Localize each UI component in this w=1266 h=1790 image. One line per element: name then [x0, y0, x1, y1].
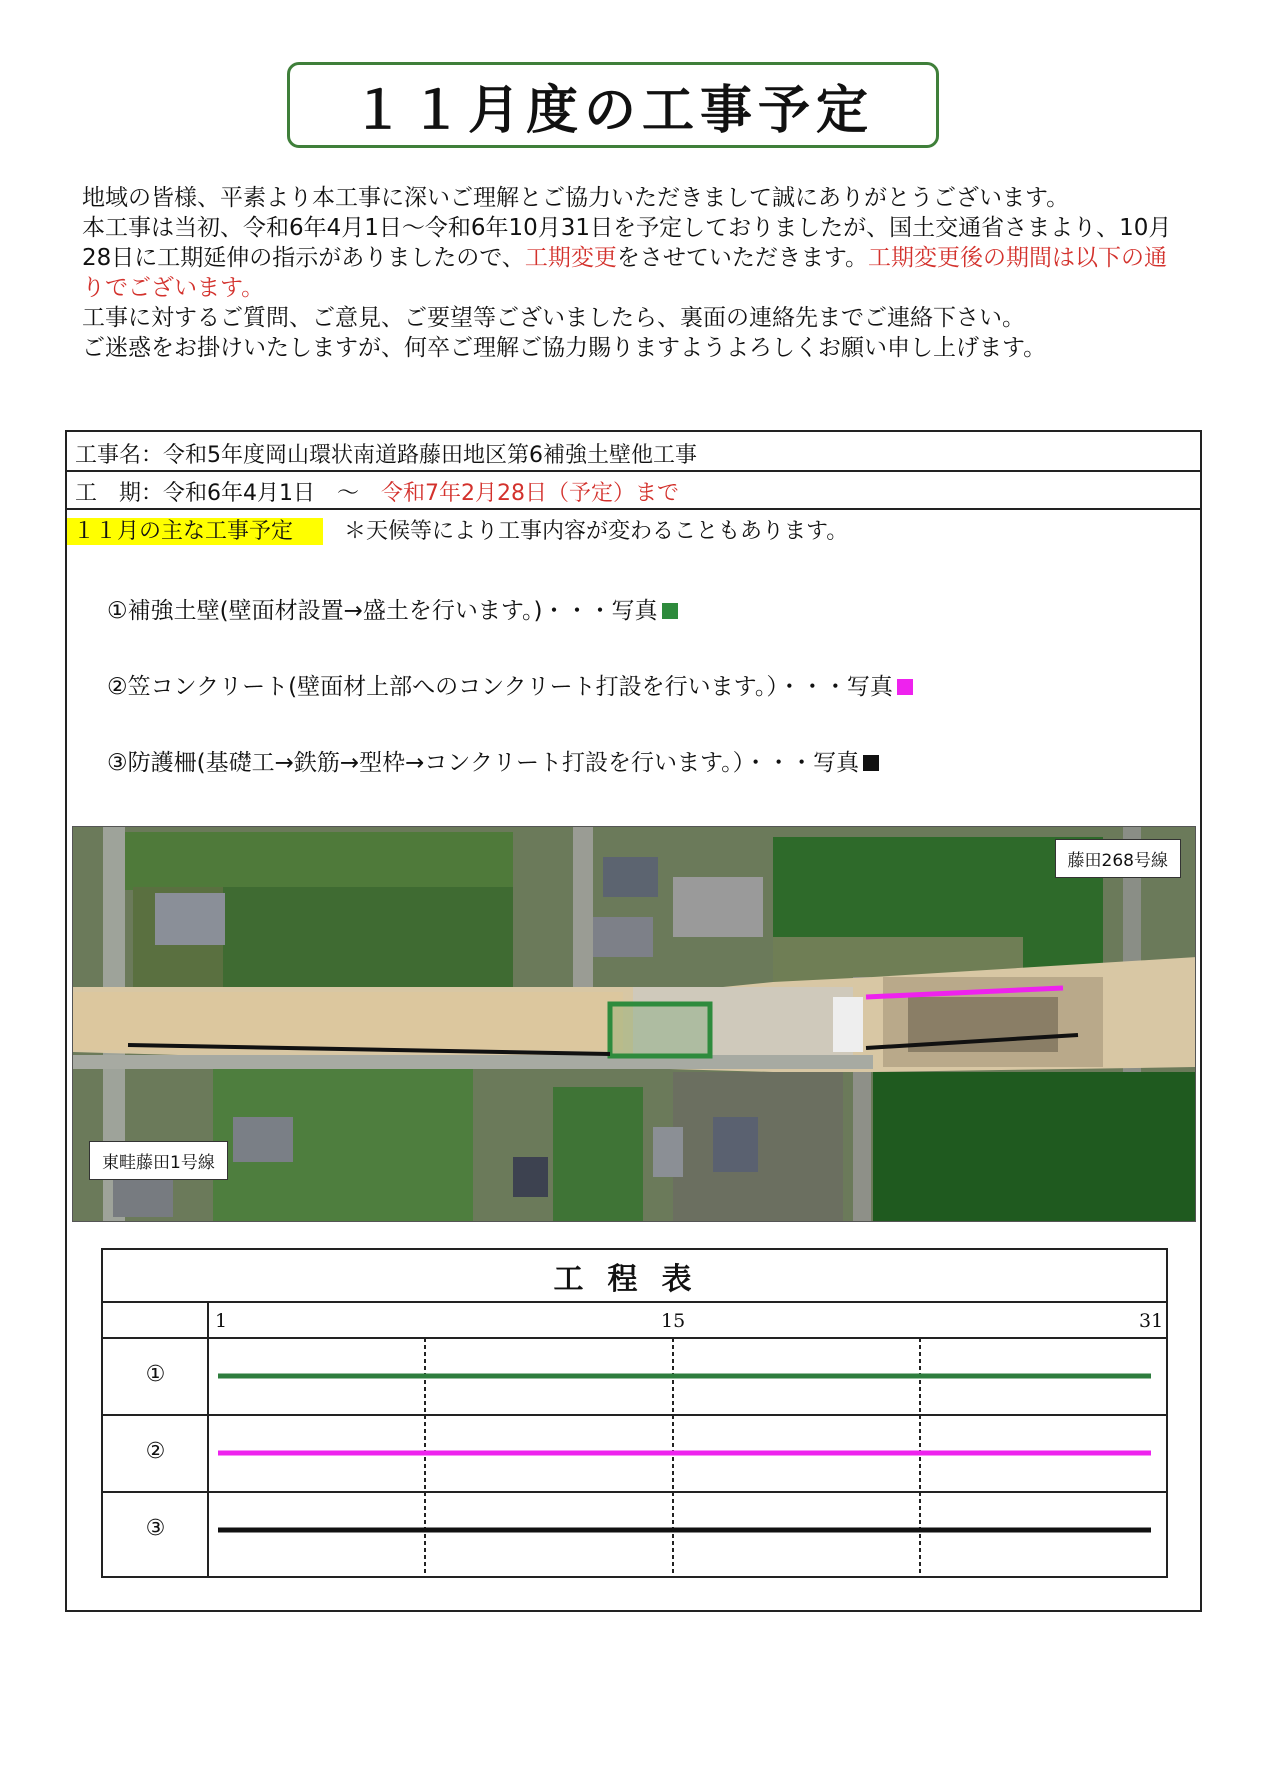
intro-paragraph-2-cont: をさせていただきます。 [616, 245, 868, 271]
intro-highlight-period: 工期変更後の期間は以下の通りでございます。 [82, 245, 1167, 301]
black-square-icon [863, 755, 879, 771]
aerial-photo [72, 826, 1196, 1222]
map-label-sw: 東畦藤田1号線 [89, 1141, 228, 1180]
period-label: 工 期：令和6年4月1日 ～ [75, 481, 381, 506]
tick-15: 15 [661, 1310, 686, 1332]
row-label-2: ② [145, 1439, 166, 1464]
project-name: 工事名：令和5年度岡山環状南道路藤田地区第6補強土壁他工事 [75, 443, 697, 468]
row-label-1: ① [145, 1362, 166, 1387]
intro-paragraph-3: 工事に対するご質問、ご意見、ご要望等ございましたら、裏面の連絡先までご連絡下さい。 [82, 305, 1025, 331]
row-label-3: ③ [145, 1516, 166, 1541]
intro-paragraph-1: 地域の皆様、平素より本工事に深いご理解とご協力いただきまして誠にありがとうございます。 [82, 185, 1070, 211]
november-heading: １１月の主な工事予定 [67, 518, 323, 545]
november-note: ＊天候等により工事内容が変わることもあります。 [344, 519, 849, 544]
work-item-1: ①補強土壁(壁面材設置→盛土を行います。)・・・写真 [107, 592, 678, 625]
page-title: １１月度の工事予定 [351, 80, 874, 141]
aerial-map-illustration [73, 827, 1196, 1222]
schedule-title: 工程表 [553, 1262, 716, 1297]
schedule-table [101, 1248, 1168, 1578]
intro-paragraph-2: 本工事は当初、令和6年4月1日～令和6年10月31日を予定しておりましたが、国土交通省さまより、10月28日に工期延伸の指示がありましたので、 [82, 215, 1172, 271]
map-label-ne: 藤田268号線 [1055, 839, 1181, 878]
intro-paragraph-4: ご迷惑をお掛けいたしますが、何卒ご理解ご協力賜りますようよろしくお願い申し上げます。 [82, 335, 1047, 361]
period-end: 令和7年2月28日（予定）まで [381, 481, 679, 506]
intro-highlight-change: 工期変更 [524, 245, 617, 271]
work-item-3: ③防護柵(基礎工→鉄筋→型枠→コンクリート打設を行います。）・・・写真 [107, 744, 879, 777]
page-title-box [287, 62, 939, 148]
green-square-icon [662, 603, 678, 619]
tick-1: 1 [215, 1310, 228, 1332]
schedule-grid [103, 1250, 1166, 1576]
tick-31: 31 [1139, 1310, 1164, 1332]
work-item-2: ②笠コンクリート(壁面材上部へのコンクリート打設を行います。）・・・写真 [107, 668, 913, 701]
november-heading-row [67, 514, 848, 545]
project-period [75, 476, 679, 507]
magenta-square-icon [897, 679, 913, 695]
intro-text [82, 183, 1182, 363]
